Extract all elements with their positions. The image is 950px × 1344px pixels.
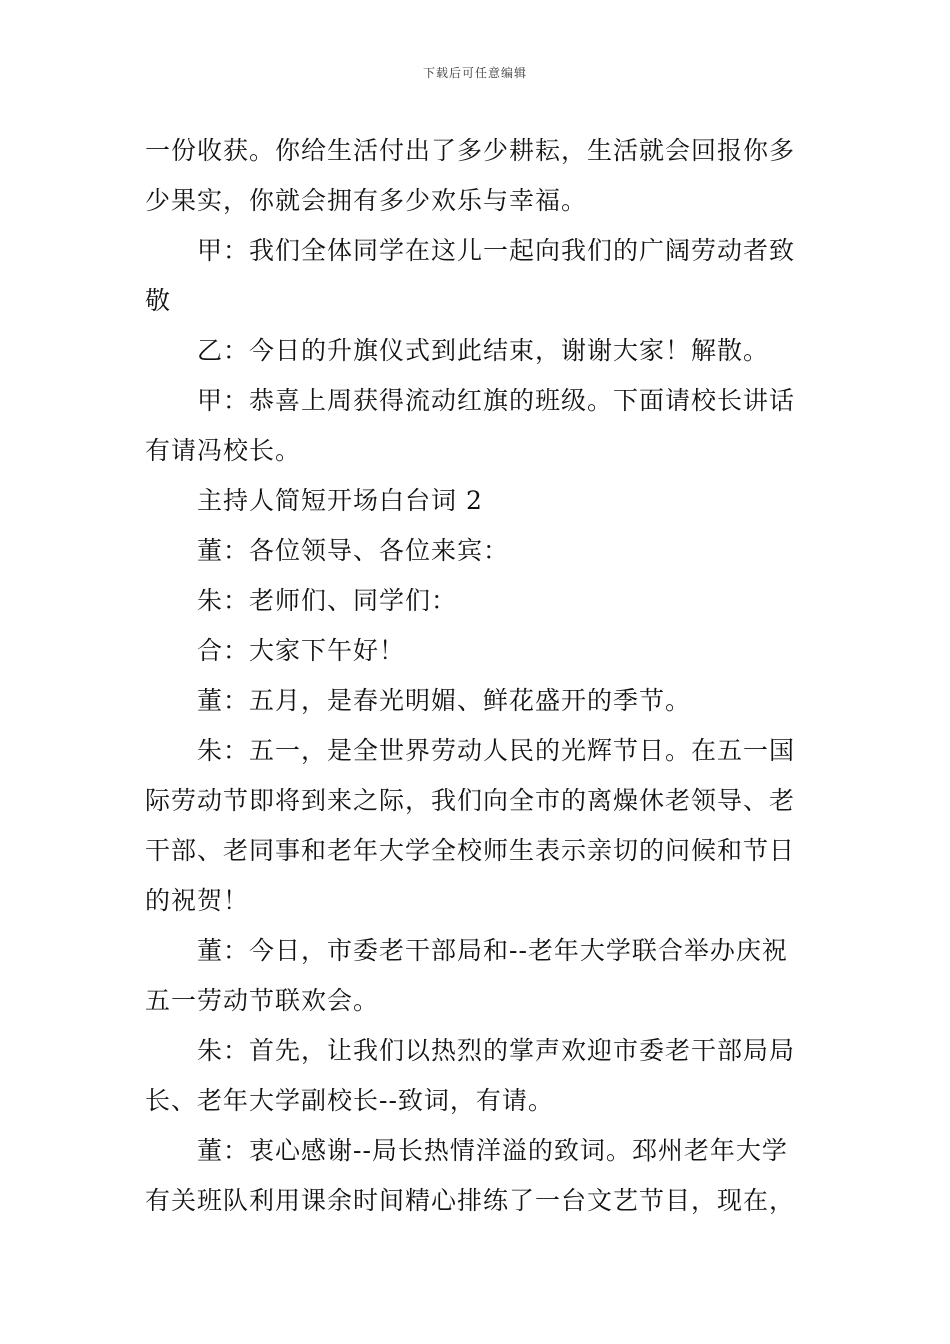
text-line: 合：大家下午好！ (197, 636, 406, 665)
text-line: 长、老年大学副校长--致词，有请。 (145, 1086, 554, 1115)
text-line: 董：五月，是春光明媚、鲜花盛开的季节。 (197, 686, 692, 715)
page-header: 下载后可任意编辑 (422, 66, 527, 80)
text-line: 际劳动节即将到来之际，我们向全市的离燥休老领导、老 (145, 786, 796, 815)
text-line: 朱：五一，是全世界劳动人民的光辉节日。在五一国 (197, 736, 796, 765)
text-line: 少果实，你就会拥有多少欢乐与幸福。 (145, 186, 588, 215)
text-line: 一份收获。你给生活付出了多少耕耘，生活就会回报你多 (145, 136, 796, 165)
text-line: 朱：老师们、同学们： (197, 586, 458, 615)
text-line: 有请冯校长。 (145, 436, 302, 465)
text-line: 朱：首先，让我们以热烈的掌声欢迎市委老干部局局 (197, 1036, 796, 1065)
document-body (145, 126, 807, 1226)
text-line: 敬 (145, 286, 172, 315)
section-heading: 主持人简短开场白台词 2 (197, 486, 483, 515)
text-line: 干部、老同事和老年大学全校师生表示亲切的问候和节日 (145, 836, 796, 865)
text-line: 董：各位领导、各位来宾： (197, 536, 510, 565)
text-line: 甲：恭喜上周获得流动红旗的班级。下面请校长讲话 (197, 386, 796, 415)
text-line: 有关班队利用课余时间精心排练了一台文艺节目，现在， (145, 1186, 796, 1215)
text-line: 五一劳动节联欢会。 (145, 986, 380, 1015)
text-line: 董：今日，市委老干部局和--老年大学联合举办庆祝 (197, 936, 788, 965)
text-line: 董：衷心感谢--局长热情洋溢的致词。邳州老年大学 (197, 1136, 788, 1165)
text-line: 的祝贺！ (145, 886, 250, 915)
text-line: 甲：我们全体同学在这儿一起向我们的广阔劳动者致 (197, 236, 796, 265)
text-line: 乙：今日的升旗仪式到此结束，谢谢大家！解散。 (197, 336, 770, 365)
